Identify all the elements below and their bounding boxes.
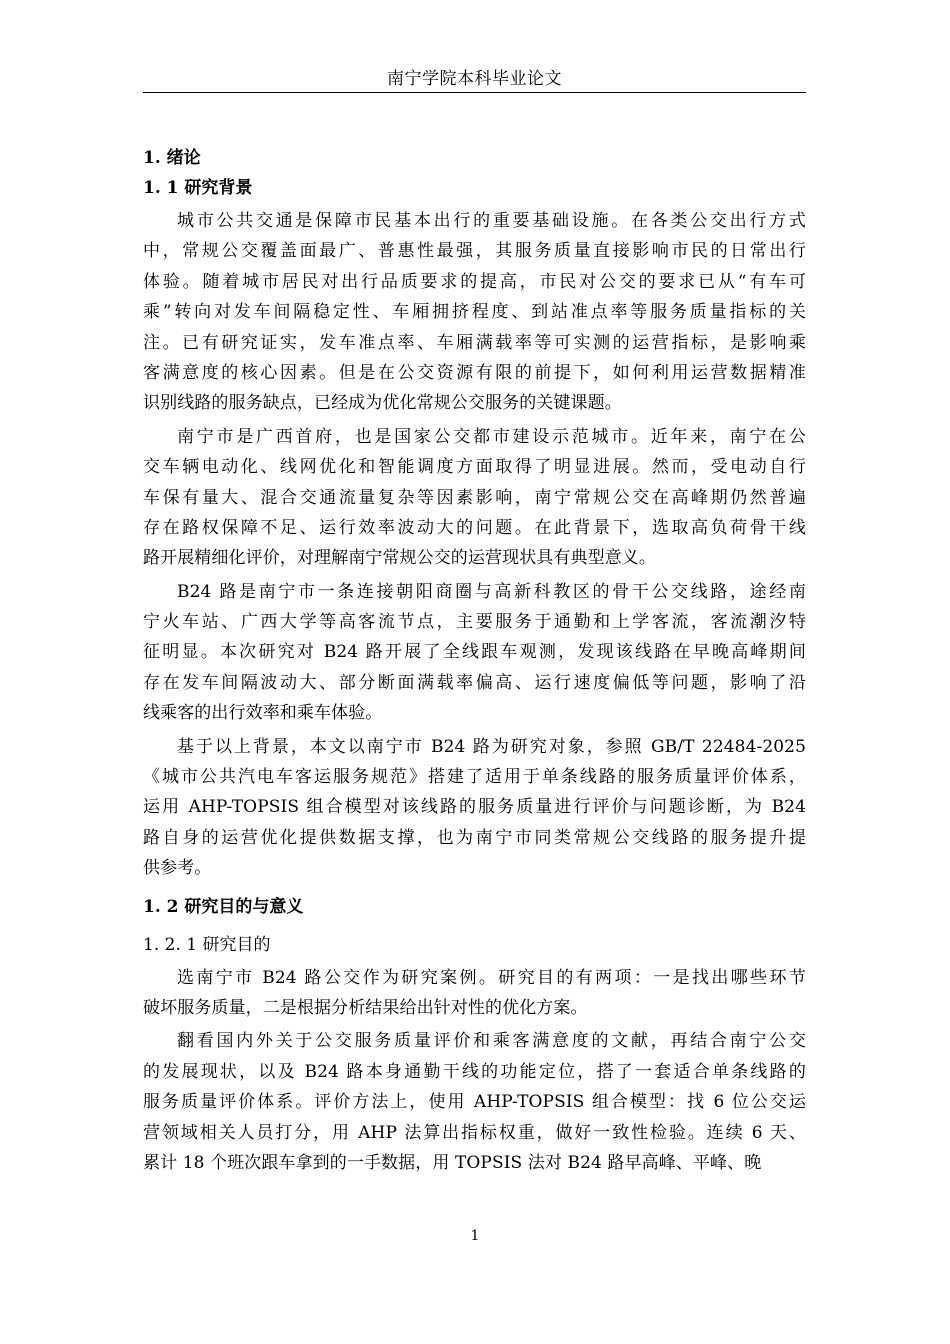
paragraph-line: 营领域相关人员打分，用 AHP 法算出指标权重，做好一致性检验。连续 6 天、	[143, 1122, 806, 1143]
paragraph-background-4	[143, 732, 806, 884]
paragraph-background-3	[143, 577, 806, 729]
paragraph-line: 累计 18 个班次跟车拿到的一手数据，用 TOPSIS 法对 B24 路早高峰、平峰、晚	[143, 1152, 762, 1173]
paragraph-objective-1	[143, 963, 806, 1024]
paragraph-line: 识别线路的服务缺点，已经成为优化常规公交服务的关键课题。	[143, 393, 622, 414]
paragraph-line: 车保有量大、混合交通流量复杂等因素影响，南宁常规公交在高峰期仍然普遍	[143, 487, 806, 508]
page-number: 1	[470, 1228, 480, 1244]
paragraph-line: 的发展现状，以及 B24 路本身通勤干线的功能定位，搭了一套适合单条线路的	[143, 1061, 806, 1082]
paragraph-objective-2	[143, 1026, 806, 1178]
paragraph-line: 体验。随着城市居民对出行品质要求的提高，市民对公交的要求已从“有车可	[143, 271, 806, 292]
paragraph-line: 破坏服务质量，二是根据分析结果给出针对性的优化方案。	[143, 997, 588, 1018]
chapter-heading: 1. 绪论	[143, 148, 201, 168]
paragraph-line: 服务质量评价体系。评价方法上，使用 AHP-TOPSIS 组合模型：找 6 位公交运	[143, 1092, 806, 1113]
paragraph-line: 注。已有研究证实，发车准点率、车厢满载率等可实测的运营指标，是影响乘	[143, 332, 806, 353]
paragraph-line: 选南宁市 B24 路公交作为研究案例。研究目的有两项：一是找出哪些环节	[177, 967, 806, 988]
paragraph-line: 乘”转向对发车间隔稳定性、车厢拥挤程度、到站准点率等服务质量指标的关	[143, 302, 806, 323]
paragraph-line: 宁火车站、广西大学等高客流节点，主要服务于通勤和上学客流，客流潮汐特	[143, 612, 806, 633]
paragraph-line: B24 路是南宁市一条连接朝阳商圈与高新科教区的骨干公交线路，途经南	[177, 581, 806, 602]
paragraph-line: 翻看国内外关于公交服务质量评价和乘客满意度的文献，再结合南宁公交	[177, 1031, 806, 1052]
paragraph-line: 征明显。本次研究对 B24 路开展了全线跟车观测，发现该线路在早晚高峰期间	[143, 642, 806, 663]
paragraph-line: 客满意度的核心因素。但是在公交资源有限的前提下，如何利用运营数据精准	[143, 362, 806, 383]
paragraph-line: 基于以上背景，本文以南宁市 B24 路为研究对象，参照 GB/T 22484-2025	[177, 736, 806, 757]
header-divider	[143, 92, 806, 93]
paragraph-background-1	[143, 206, 806, 419]
paragraph-line: 城市公共交通是保障市民基本出行的重要基础设施。在各类公交出行方式	[177, 211, 806, 231]
paragraph-line: 中，常规公交覆盖面最广、普惠性最强，其服务质量直接影响市民的日常出行	[143, 241, 806, 262]
paragraph-line: 路自身的运营优化提供数据支撑，也为南宁市同类常规公交线路的服务提升提	[143, 827, 806, 848]
subsection-heading-objective: 1. 2. 1 研究目的	[143, 934, 271, 955]
paragraph-background-2	[143, 422, 806, 574]
section-heading-background: 1. 1 研究背景	[143, 178, 253, 198]
paragraph-line: 线乘客的出行效率和乘车体验。	[143, 703, 383, 724]
running-header: 南宁学院本科毕业论文	[387, 69, 562, 89]
page-body	[143, 143, 806, 1178]
paragraph-line: 路开展精细化评价，对理解南宁常规公交的运营现状具有典型意义。	[143, 548, 656, 569]
paragraph-line: 交车辆电动化、线网优化和智能调度方面取得了明显进展。然而，受电动自行	[143, 457, 806, 478]
paragraph-line: 运用 AHP-TOPSIS 组合模型对该线路的服务质量进行评价与问题诊断，为 B24	[143, 797, 806, 818]
paragraph-line: 《城市公共汽电车客运服务规范》搭建了适用于单条线路的服务质量评价体系，	[143, 767, 806, 788]
paragraph-line: 南宁市是广西首府，也是国家公交都市建设示范城市。近年来，南宁在公	[177, 426, 806, 447]
paragraph-line: 供参考。	[143, 858, 212, 879]
paragraph-line: 存在发车间隔波动大、部分断面满载率偏高、运行速度偏低等问题，影响了沿	[143, 672, 806, 693]
paragraph-line: 存在路权保障不足、运行效率波动大的问题。在此背景下，选取高负荷骨干线	[143, 517, 806, 538]
section-heading-purpose: 1. 2 研究目的与意义	[143, 896, 304, 917]
